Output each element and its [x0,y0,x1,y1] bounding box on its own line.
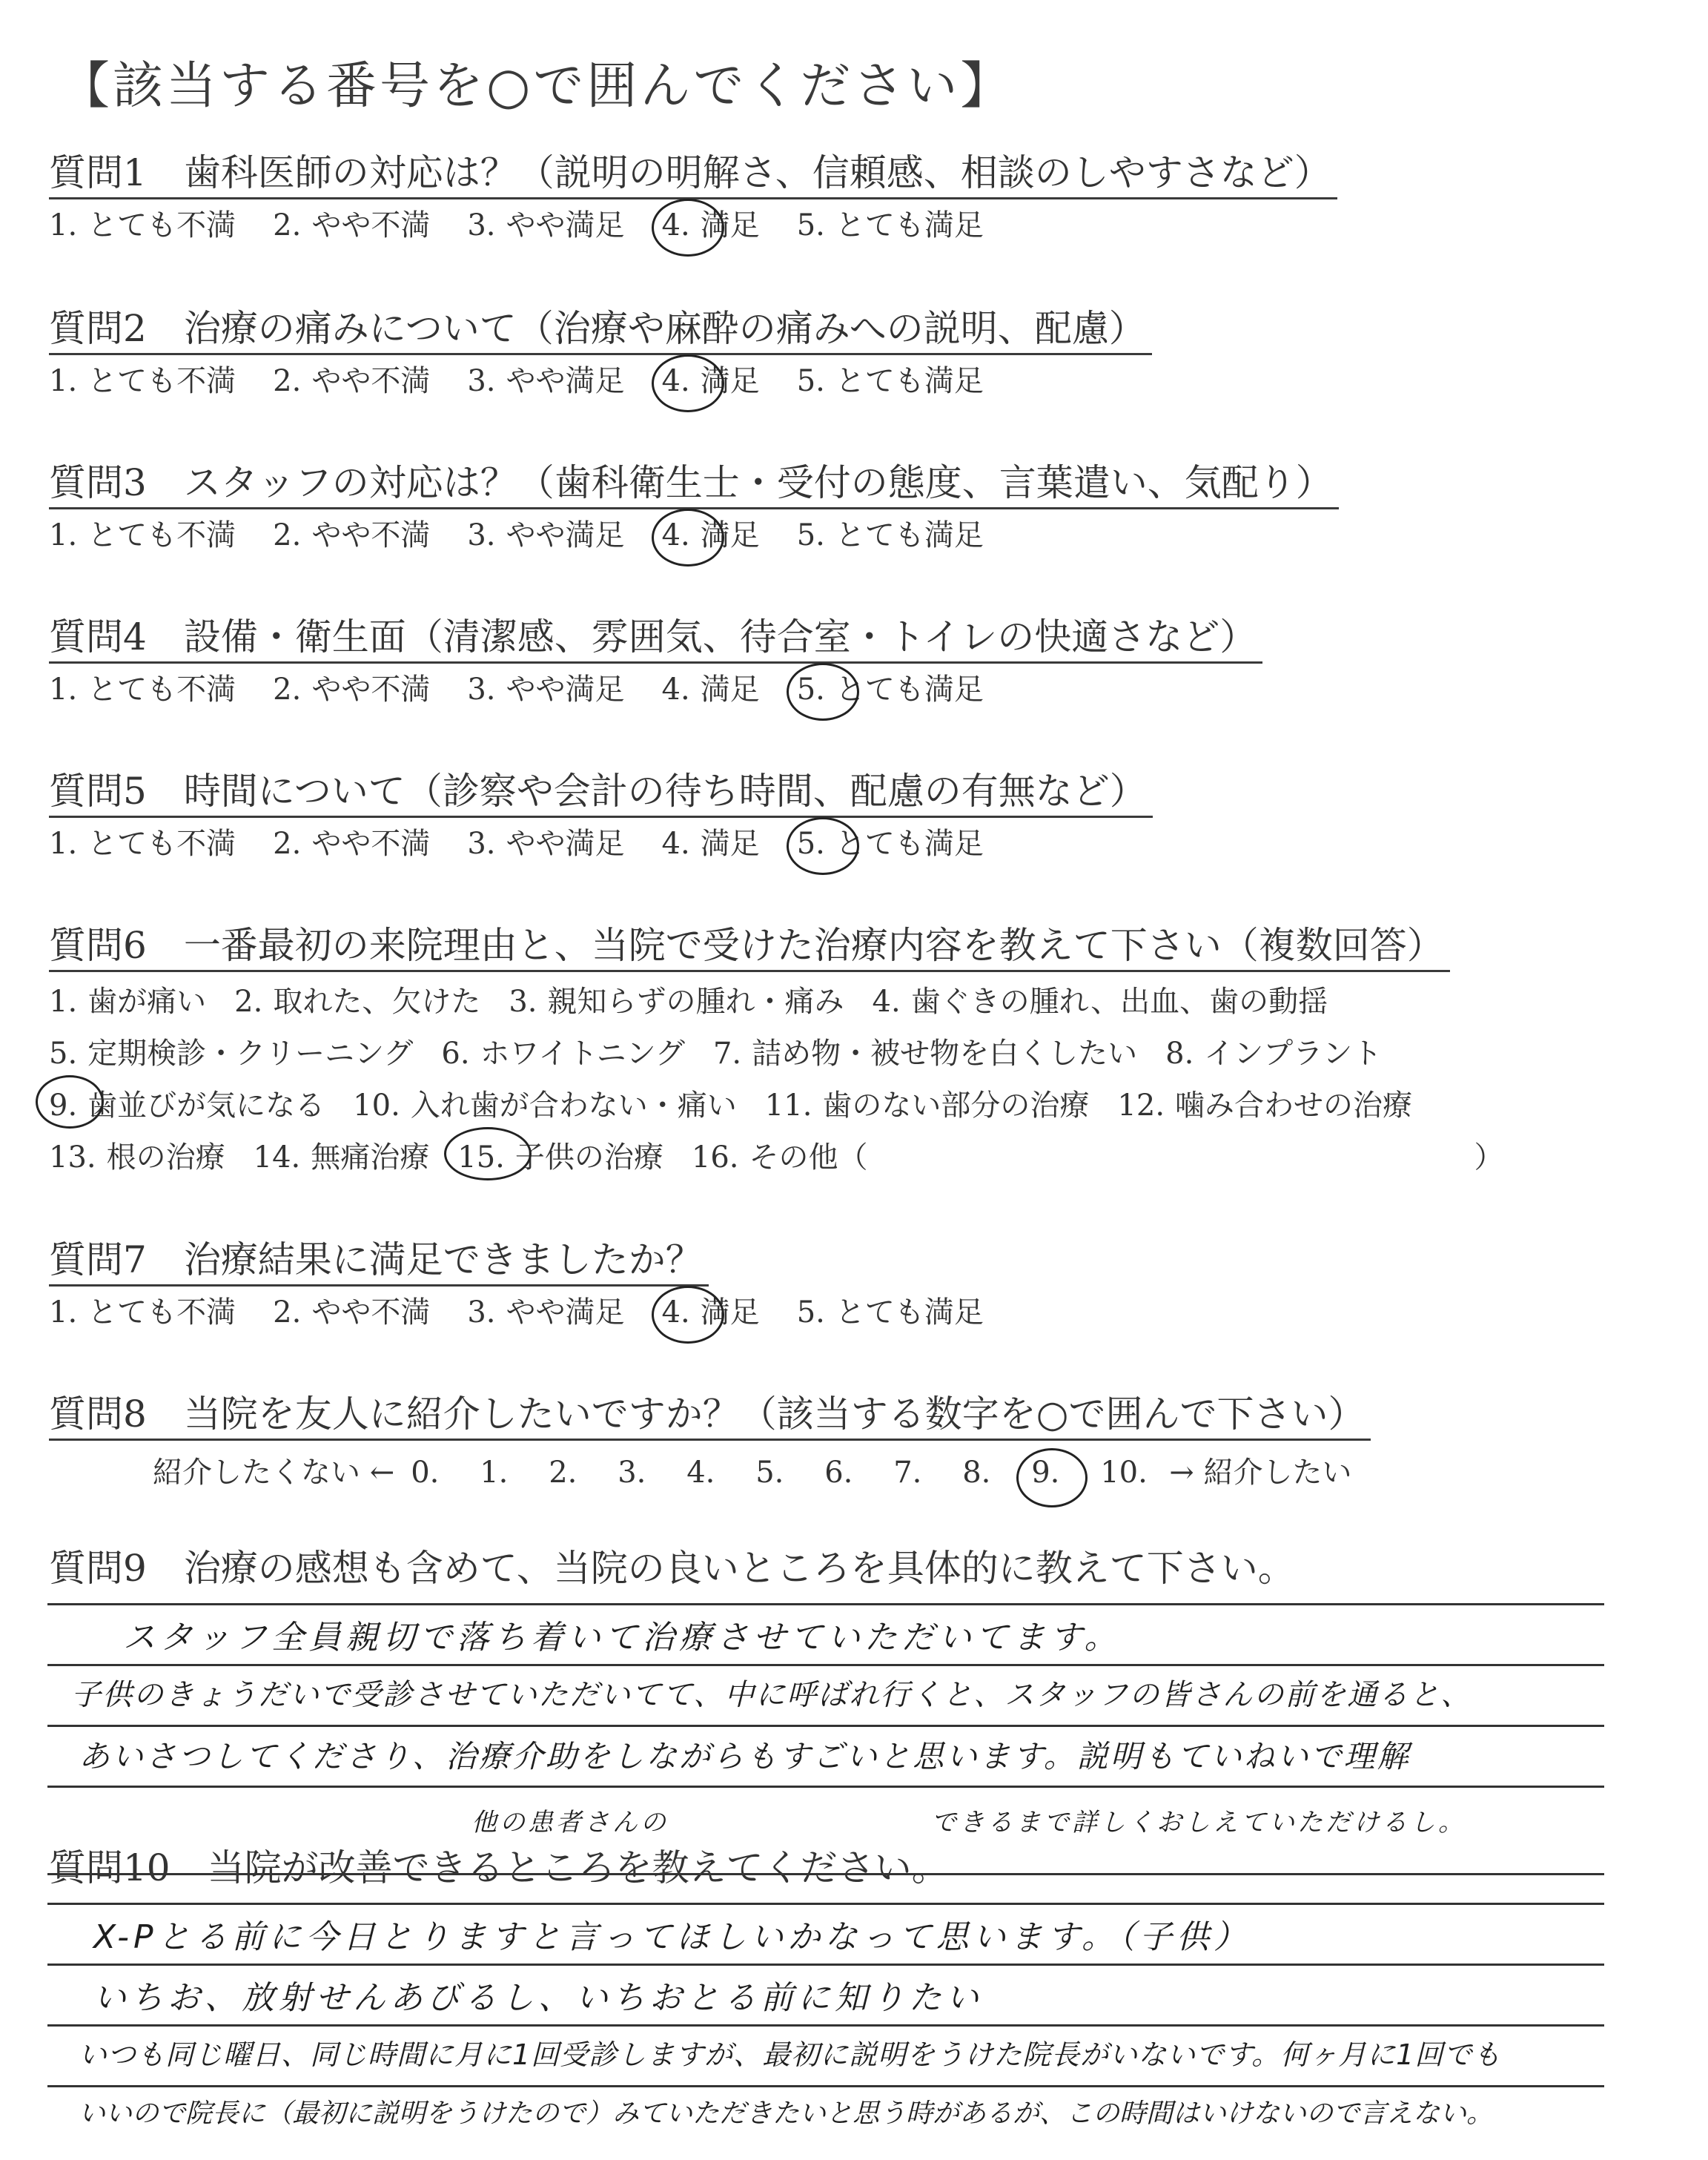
rating-options [49,205,1665,246]
rating-option-5[interactable] [797,823,984,865]
rating-option-1[interactable] [49,205,236,246]
scale-value-text: 0. [411,1456,440,1490]
option-number: 2. [234,985,263,1019]
answer-line [47,1786,1604,1788]
rating-options [49,360,1665,402]
rating-option-3[interactable] [467,669,624,710]
option-number: 1. [49,673,78,707]
scale-value-text: 4. [686,1456,715,1490]
rating-option-2[interactable] [273,205,430,246]
q6-option-row [49,1132,1665,1183]
q6-option-7[interactable] [713,1028,1137,1080]
option-label: やや不満 [311,1295,431,1330]
scale-value-2[interactable] [549,1456,618,1490]
option-number: 1. [49,208,78,242]
scale-value-text: 9. [1031,1456,1060,1490]
rating-option-2[interactable] [273,1292,430,1333]
question-label: 質問3 [49,461,147,504]
rating-option-3[interactable] [467,205,624,246]
scale-value-text: 7. [893,1456,922,1490]
option-label: ホワイトニング [480,1037,685,1071]
scale-left-label: 紹介したくない ← [153,1456,395,1490]
scale-value-text: 8. [962,1456,991,1490]
rating-option-5[interactable] [797,205,984,246]
option-label: やや満足 [506,518,625,552]
option-label: 子供の治療 [514,1140,663,1175]
option-label: やや不満 [311,827,431,861]
question-1-title [49,148,1337,199]
option-label: とても不満 [87,364,236,398]
option-label: 満足 [700,827,760,861]
option-number: 5. [49,1037,78,1071]
question-10 [49,1843,1665,2129]
option-number: 2. [273,364,302,398]
rating-option-2[interactable] [273,515,430,556]
option-label: とても不満 [87,208,236,242]
rating-option-2[interactable] [273,669,430,710]
option-number: 1. [49,364,78,398]
answer-line [47,1664,1604,1666]
rating-option-3[interactable] [467,515,624,556]
option-number: 5. [796,364,825,398]
handwritten-text: あいさつしてくださり、治療介助をしながらもすごいと思います。説明もていねいで理解 [79,1738,1411,1774]
question-7 [49,1235,1665,1333]
question-label: 質問1 [49,151,147,194]
option-number: 4. [661,827,690,861]
handwritten-text: 他の患者さんの [471,1808,669,1837]
question-label: 質問9 [49,1547,147,1590]
option-label: 根の治療 [106,1140,225,1175]
question-5 [49,767,1665,865]
option-label: やや満足 [506,1295,625,1330]
option-label: 取れた、欠けた [273,985,481,1019]
option-label: やや満足 [506,208,625,242]
page-title: 【該当する番号を○で囲んでください】 [59,57,1014,116]
q6-option-15[interactable] [457,1132,663,1183]
option-label: インプラント [1204,1037,1383,1071]
question-label: 質問7 [49,1238,147,1281]
option-label: 歯ぐきの腫れ、出血、歯の動揺 [910,985,1328,1019]
scale-value-1[interactable] [480,1456,549,1490]
question-4 [49,612,1665,710]
option-label: 噛み合わせの治療 [1175,1089,1413,1123]
option-label: とても満足 [835,518,984,552]
option-label: 満足 [700,208,760,242]
q6-option-1[interactable] [49,976,206,1028]
option-number: 3. [467,1295,496,1330]
rating-option-1[interactable] [49,515,236,556]
option-number: 12. [1117,1089,1165,1123]
rating-option-5[interactable] [797,515,984,556]
scale-value-3[interactable] [618,1456,686,1490]
option-label: その他（ [749,1140,868,1175]
question-text: 時間について（診察や会計の待ち時間、配慮の有無など） [183,770,1147,813]
option-number: 9. [49,1089,78,1123]
option-number: 14. [253,1140,301,1175]
option-number: 7. [712,1037,742,1071]
question-9 [49,1544,1665,1837]
question-label: 質問2 [49,307,147,350]
scale-value-5[interactable] [755,1456,824,1490]
scale-value-8[interactable] [962,1456,1031,1490]
option-label: 満足 [700,673,760,707]
scale-value-text: 2. [549,1456,577,1490]
question-2 [49,304,1665,402]
option-number: 3. [509,985,537,1019]
answer-line [47,1725,1604,1727]
scale-value-10[interactable] [1100,1456,1169,1490]
option-label: やや不満 [311,518,431,552]
q6-option-9[interactable] [49,1080,325,1132]
rating-option-5[interactable] [797,669,984,710]
question-8 [49,1390,1665,1491]
q6-option-2[interactable] [234,976,480,1028]
option-label: やや満足 [506,673,625,707]
option-number: 5. [796,1295,825,1330]
option-number: 4. [872,985,901,1019]
question-label: 質問5 [49,770,147,813]
rating-options [49,1292,1665,1333]
handwritten-text: スタッフ全員親切で落ち着いて治療させていただいてます。 [123,1619,1122,1657]
question-text: 治療結果に満足できましたか？ [183,1238,703,1281]
option-label: とても不満 [87,673,236,707]
scale-value-text: 5. [755,1456,784,1490]
option-number: 5. [796,208,825,242]
q6-option-13[interactable] [49,1132,225,1183]
option-label: 定期検診・クリーニング [87,1037,414,1071]
q6-option-16[interactable] [692,1132,868,1183]
option-label: 無痛治療 [311,1140,430,1175]
option-label: 入れ歯が合わない・痛い [410,1089,737,1123]
question-text: 治療の感想も含めて、当院の良いところを具体的に教えて下さい。 [183,1547,1295,1590]
option-label: 満足 [700,518,760,552]
option-label: とても満足 [835,1295,984,1330]
option-number: 2. [273,673,302,707]
option-label: やや満足 [506,827,625,861]
option-label: 詰め物・被せ物を白くしたい [752,1037,1138,1071]
question-3 [49,458,1665,556]
option-number: 1. [49,518,78,552]
answer-line [47,1903,1604,1905]
handwritten-text: いいので院長に（最初に説明をうけたので）みていただきたいと思う時があるが、この時間はいけないので言えない。 [79,2098,1494,2129]
rating-option-1[interactable] [49,823,236,865]
rating-option-4[interactable] [662,515,760,556]
option-number: 5. [796,673,825,707]
option-number: 3. [467,364,496,398]
rating-option-1[interactable] [49,360,236,402]
handwritten-text: いちお、放射せんあびるし、いちおとる前に知りたい [93,1979,983,2017]
q6-option-11[interactable] [765,1080,1090,1132]
option-label: とても満足 [835,827,984,861]
option-number: 4. [661,364,690,398]
option-label: とても不満 [87,827,236,861]
question-text: 一番最初の来院理由と、当院で受けた治療内容を教えて下さい（複数回答） [183,924,1444,967]
question-text: 当院を友人に紹介したいですか？（該当する数字を○で囲んで下さい） [183,1393,1366,1436]
scale-value-text: 1. [480,1456,509,1490]
answer-line [47,1603,1604,1605]
question-text: 治療の痛みについて（治療や麻酔の痛みへの説明、配慮） [183,307,1146,350]
option-label: やや不満 [311,673,431,707]
option-label: やや満足 [506,364,625,398]
option-number: 2. [273,208,302,242]
handwritten-text: できるまで詳しくおしえていただけるし。 [931,1808,1466,1837]
scale-right-label: → 紹介したい [1169,1456,1352,1490]
question-label: 質問6 [49,924,147,967]
scale-value-text: 10. [1100,1456,1148,1490]
option-label: 満足 [700,364,760,398]
option-label: とても満足 [835,673,984,707]
option-number: 13. [49,1140,96,1175]
option-number: 4. [661,673,690,707]
option-number: 5. [796,827,825,861]
handwritten-text: X-Pとる前に今日とりますと言ってほしいかなって思います。（子供） [93,1918,1251,1956]
rating-option-5[interactable] [797,1292,984,1333]
rating-options [49,669,1665,710]
rating-option-4[interactable] [662,823,760,865]
option-label: やや不満 [311,208,431,242]
q6-options [49,976,1665,1183]
rating-option-4[interactable] [662,669,760,710]
option-number: 1. [49,985,78,1019]
option-label: 歯並びが気になる [87,1089,325,1123]
option-number: 15. [457,1140,505,1175]
rating-option-1[interactable] [49,1292,236,1333]
answer-line [47,2085,1604,2087]
scale-value-0[interactable] [411,1456,480,1490]
scale-value-6[interactable] [824,1456,893,1490]
rating-options [49,823,1665,865]
rating-option-3[interactable] [467,360,624,402]
option-label: とても満足 [835,364,984,398]
q6-option-12[interactable] [1117,1080,1412,1132]
answer-line [47,2024,1604,2027]
option-number: 2. [273,1295,302,1330]
rating-option-2[interactable] [273,360,430,402]
option-number: 6. [441,1037,470,1071]
question-text: 設備・衛生面（清潔感、雰囲気、待合室・トイレの快適さなど） [183,615,1257,658]
other-close-paren: ） [1474,1140,1504,1175]
handwritten-text: 子供のきょうだいで受診させていただいてて、中に呼ばれ行くと、スタッフの皆さんの前を通ると、 [71,1678,1472,1712]
option-number: 3. [467,827,496,861]
question-label: 質問8 [49,1393,147,1436]
option-label: 歯が痛い [87,985,207,1019]
q6-option-5[interactable] [49,1028,413,1080]
option-number: 4. [661,518,690,552]
option-number: 3. [467,673,496,707]
q6-option-6[interactable] [441,1028,685,1080]
option-label: 歯のない部分の治療 [822,1089,1090,1123]
question-text: 当院が改善できるところを教えてください。 [207,1846,949,1889]
recommend-scale [153,1449,1665,1491]
option-number: 1. [49,827,78,861]
question-text: 歯科医師の対応は？（説明の明解さ、信頼感、相談のしやすさなど） [183,151,1331,194]
option-number: 1. [49,1295,78,1330]
option-number: 4. [661,1295,690,1330]
option-number: 3. [467,518,496,552]
rating-option-4[interactable] [662,1292,760,1333]
rating-option-3[interactable] [467,1292,624,1333]
q6-option-row [49,1080,1665,1132]
question-1 [49,148,1665,246]
option-label: やや不満 [311,364,431,398]
scale-value-7[interactable] [893,1456,962,1490]
option-label: とても満足 [835,208,984,242]
option-number: 16. [691,1140,739,1175]
question-text: スタッフの対応は？（歯科衛生士・受付の態度、言葉遣い、気配り） [183,461,1333,504]
rating-option-5[interactable] [797,360,984,402]
scale-value-4[interactable] [686,1456,755,1490]
q6-option-8[interactable] [1165,1028,1382,1080]
q6-option-10[interactable] [353,1080,737,1132]
scale-value-text: 6. [824,1456,853,1490]
q6-option-row [49,1028,1665,1080]
rating-options [49,515,1665,556]
rating-option-1[interactable] [49,669,236,710]
answer-line [47,1964,1604,1966]
option-number: 8. [1165,1037,1194,1071]
rating-option-4[interactable] [662,205,760,246]
q6-option-row [49,976,1665,1028]
question-label: 質問10 [49,1846,171,1889]
option-number: 10. [353,1089,400,1123]
q6-option-14[interactable] [254,1132,430,1183]
rating-option-3[interactable] [467,823,624,865]
option-number: 11. [764,1089,812,1123]
handwritten-text: いつも同じ曜日、同じ時間に月に1回受診しますが、最初に説明をうけた院長がいないです。何ヶ月に1回でも [79,2038,1502,2071]
option-number: 4. [661,208,690,242]
option-number: 2. [273,518,302,552]
option-label: とても不満 [87,518,236,552]
option-number: 5. [796,518,825,552]
q6-option-3[interactable] [509,976,844,1028]
q6-option-4[interactable] [873,976,1328,1028]
rating-option-4[interactable] [662,360,760,402]
option-label: 親知らずの腫れ・痛み [547,985,844,1019]
option-number: 2. [273,827,302,861]
rating-option-2[interactable] [273,823,430,865]
scale-value-text: 3. [618,1456,646,1490]
question-6 [49,921,1665,1183]
question-label: 質問4 [49,615,147,658]
scale-value-9[interactable] [1031,1456,1100,1490]
option-label: とても不満 [87,1295,236,1330]
option-number: 3. [467,208,496,242]
option-label: 満足 [700,1295,760,1330]
